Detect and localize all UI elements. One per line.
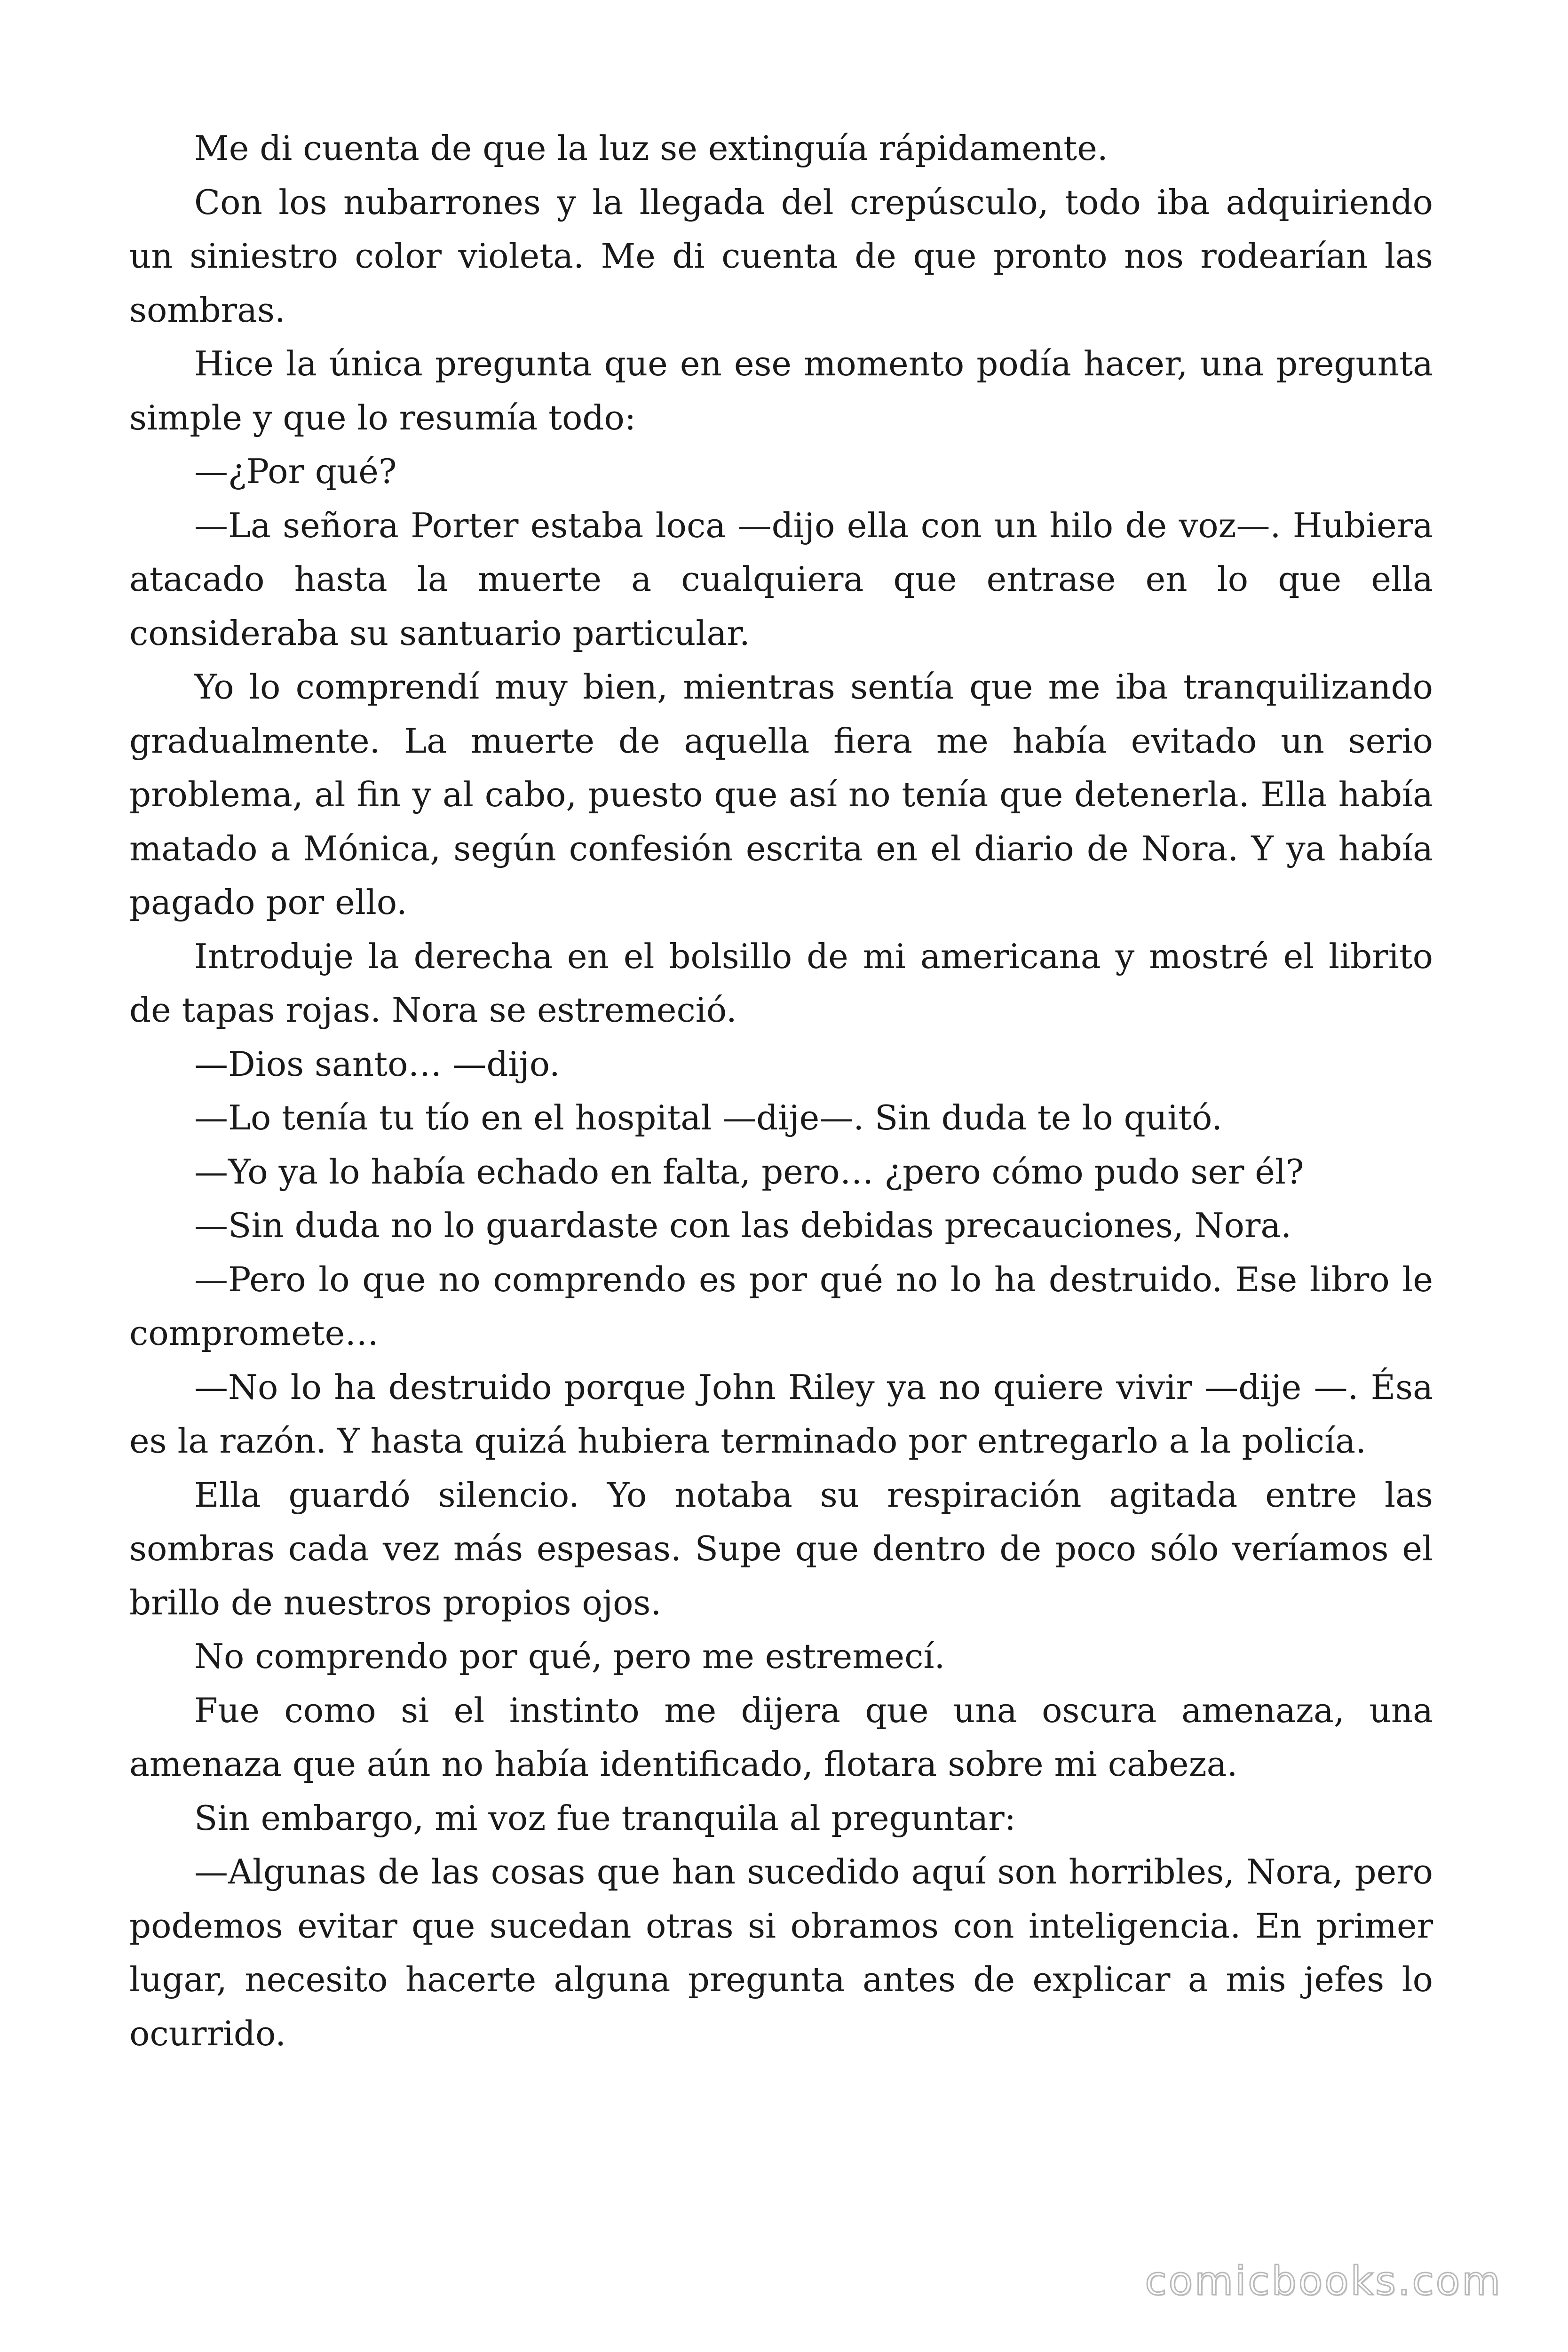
watermark: comicbooks.com	[1145, 2258, 1502, 2304]
paragraph: Con los nubarrones y la llegada del crepúsculo, todo iba adquiriendo un siniestro color violeta. Me di cuenta de que pronto nos rodearían las sombras.	[129, 182, 1433, 330]
paragraph: —Lo tenía tu tío en el hospital —dije—. Sin duda te lo quitó.	[194, 1098, 1223, 1137]
paragraph: No comprendo por qué, pero me estremecí.	[194, 1637, 945, 1676]
paragraph: —Dios santo… —dijo.	[194, 1044, 560, 1084]
paragraph: Introduje la derecha en el bolsillo de mi americana y mostré el librito de tapas rojas. Nora se estremeció.	[129, 936, 1433, 1030]
paragraph: Fue como si el instinto me dijera que una oscura amenaza, una amenaza que aún no había identificado, flotara sobre mi cabeza.	[129, 1690, 1433, 1784]
paragraph: —¿Por qué?	[194, 452, 397, 491]
paragraph: Ella guardó silencio. Yo notaba su respiración agitada entre las sombras cada vez más espesas. Supe que dentro de poco sólo veríamos el brillo de nuestros propios ojos.	[129, 1475, 1433, 1622]
paragraph: Yo lo comprendí muy bien, mientras sentía que me iba tranquilizando gradualmente. La muerte de aquella fiera me había evitado un serio problema, al fin y al cabo, puesto que así no tenía que detenerla. Ella había matado a Mónica, según confesión escrita en el diario de Nora. Y ya había pagado por ello.	[129, 667, 1433, 922]
paragraph: —Pero lo que no comprendo es por qué no lo ha destruido. Ese libro le compromete…	[129, 1259, 1433, 1353]
paragraph: Hice la única pregunta que en ese momento podía hacer, una pregunta simple y que lo resumía todo:	[129, 344, 1433, 437]
paragraph: —Algunas de las cosas que han sucedido aquí son horribles, Nora, pero podemos evitar que sucedan otras si obramos con inteligencia. En primer lugar, necesito hacerte alguna pregunta antes de explicar a mis jefes lo ocurrido.	[129, 1852, 1433, 2053]
paragraph: —Sin duda no lo guardaste con las debidas precauciones, Nora.	[194, 1206, 1292, 1245]
paragraph: Sin embargo, mi voz fue tranquila al preguntar:	[194, 1798, 1016, 1838]
body-text	[129, 121, 1433, 2060]
paragraph: —Yo ya lo había echado en falta, pero… ¿pero cómo pudo ser él?	[194, 1152, 1304, 1192]
paragraph: —No lo ha destruido porque John Riley ya no quiere vivir —dije —. Ésa es la razón. Y hasta quizá hubiera terminado por entregarlo a la policía.	[129, 1367, 1433, 1461]
paragraph: Me di cuenta de que la luz se extinguía rápidamente.	[194, 128, 1108, 168]
paragraph: —La señora Porter estaba loca —dijo ella con un hilo de voz—. Hubiera atacado hasta la muerte a cualquiera que entrase en lo que ella consideraba su santuario particular.	[129, 505, 1433, 653]
